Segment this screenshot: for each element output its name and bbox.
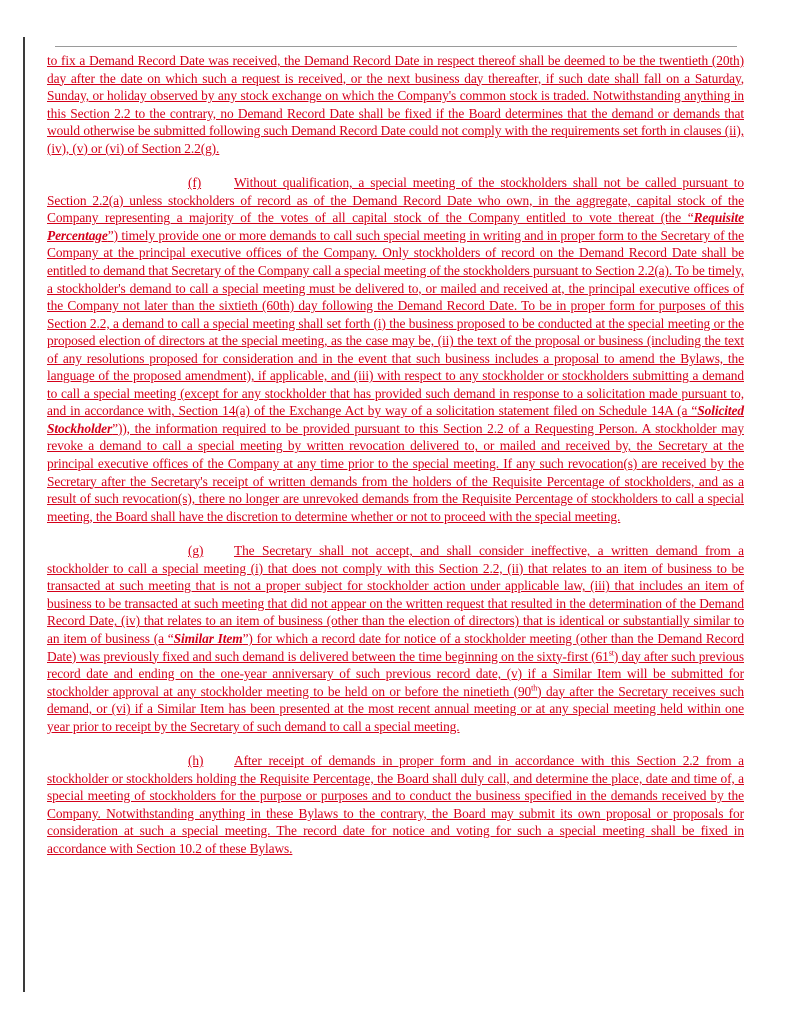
revision-change-bar <box>23 37 25 992</box>
defined-term-solicited-stockholder: Solicited Stockholder <box>47 403 744 436</box>
section-f-paragraph <box>47 174 744 525</box>
document-body <box>47 52 744 875</box>
ordinal-suffix-st: st <box>608 648 614 658</box>
section-f-marker: (f) <box>188 175 202 191</box>
continuation-paragraph: to fix a Demand Record Date was received, the Demand Record Date in respect thereof shall be deemed to be the twentieth (20th) day after the date on which such a request is received, or the next business day thereafter, if such date shall fall on a Saturday, Sunday, or holiday observed by any stock exchange on which the Company's common stock is traded. Notwithstanding anything in this Section 2.2 to the contrary, no Demand Record Date shall be fixed if the Board determines that the demand or demands that would otherwise be submitted following such Demand Record Date could not comply with the requirements set forth in clauses (ii), (iv), (v) or (vi) of Section 2.2(g). <box>47 53 744 156</box>
section-f-text-2: ”) timely provide one or more demands to call such special meeting in writing and in proper form to the Secretary of the Company at the principal executive offices of the Company. Only stockholders of record on the Demand Record Date shall be entitled to demand that Secretary of the Company call a special meeting of the stockholders pursuant to Section 2.2(a). To be timely, a stockholder's demand to call a special meeting must be delivered to, or mailed and received at, the principal executive offices of the Company not later than the sixtieth (60th) day following the Demand Record Date. To be in proper form for purposes of this Section 2.2, a demand to call a special meeting shall set forth (i) the business proposed to be conducted at the special meeting or the proposed election of directors at the special meeting, as the case may be, (ii) the text of the proposal or business (including the text of any resolutions proposed for consideration and in the event that such business includes a proposal to amend the Bylaws, the language of the proposed amendment), if applicable, and (iii) with respect to any stockholder or stockholders submitting a demand to call a special meeting (except for any stockholder that has provided such demand in response to a solicitation made pursuant to, and in accordance with, Section 14(a) of the Exchange Act by way of a solicitation statement filed on Schedule 14A (a “ <box>47 227 744 419</box>
section-f-text-3: ”)), the information required to be provided pursuant to this Section 2.2 of a Requesting Person. A stockholder may revoke a demand to call a special meeting by written revocation delivered to, or mailed and received by, the Secretary at the principal executive offices of the Company at any time prior to the special meeting. If any such revocation(s) are received by the Secretary after the Secretary's receipt of written demands from the holders of the Requisite Percentage of stockholders, and as a result of such revocation(s), there no longer are unrevoked demands from the Requisite Percentage of stockholders to call a special meeting, the Board shall have the discretion to determine whether or not to proceed with the special meeting. <box>47 420 744 524</box>
ordinal-suffix-th: th <box>531 683 538 693</box>
section-g-text-4: ) day after the Secretary receives such demand, or (vi) if a Similar Item has been presented at the most recent annual meeting or at any special meeting held within one year prior to receipt by the Secretary of such demand to call a special meeting. <box>47 683 744 734</box>
header-rule <box>55 46 737 47</box>
section-g-text-2: ”) for which a record date for notice of a stockholder meeting (other than the Demand Record Date) was previously fixed and such demand is delivered between the time beginning on the sixty-first (61 <box>47 630 744 664</box>
section-g-text-3: ) day after such previous record date and ending on the one-year anniversary of such previous record date, (v) if a Similar Item will be submitted for stockholder approval at any stockholder meeting to be held on or before the ninetieth (90 <box>47 648 745 699</box>
section-h-marker: (h) <box>188 753 204 769</box>
defined-term-similar-item: Similar Item <box>173 630 243 646</box>
section-h-paragraph <box>47 752 744 857</box>
section-f-text-1: Without qualification, a special meeting of the stockholders shall not be called pursuant to Section 2.2(a) unless stockholders of record as of the Demand Record Date who own, in the aggregate, capital stock of the Company representing a majority of the votes of all capital stock of the Company entitled to vote thereat (the “ <box>47 175 744 226</box>
defined-term-requisite-percentage: Requisite Percentage <box>47 210 744 243</box>
section-g-paragraph <box>47 542 744 735</box>
section-g-marker: (g) <box>188 543 204 559</box>
section-h-text: After receipt of demands in proper form and in accordance with this Section 2.2 from a stockholder or stockholders holding the Requisite Percentage, the Board shall duly call, and determine the place, date and time of, a special meeting of stockholders for the purpose or purposes and to conduct the business specified in the demands received by the Company. Notwithstanding anything in these Bylaws to the contrary, the Board may submit its own proposal or proposals for consideration at such a special meeting. The record date for notice and voting for such a special meeting shall be fixed in accordance with Section 10.2 of these Bylaws. <box>47 753 744 856</box>
section-g-text-1: The Secretary shall not accept, and shall consider ineffective, a written demand from a stockholder to call a special meeting (i) that does not comply with this Section 2.2, (ii) that relates to an item of business to be transacted at such meeting that is not a proper subject for stockholder action under applicable law, (iii) that includes an item of business to be transacted at such meeting that did not appear on the written request that resulted in the determination of the Demand Record Date, (iv) that relates to an item of business (other than the election of directors) that is identical or substantially similar to an item of business (a “ <box>47 543 744 646</box>
